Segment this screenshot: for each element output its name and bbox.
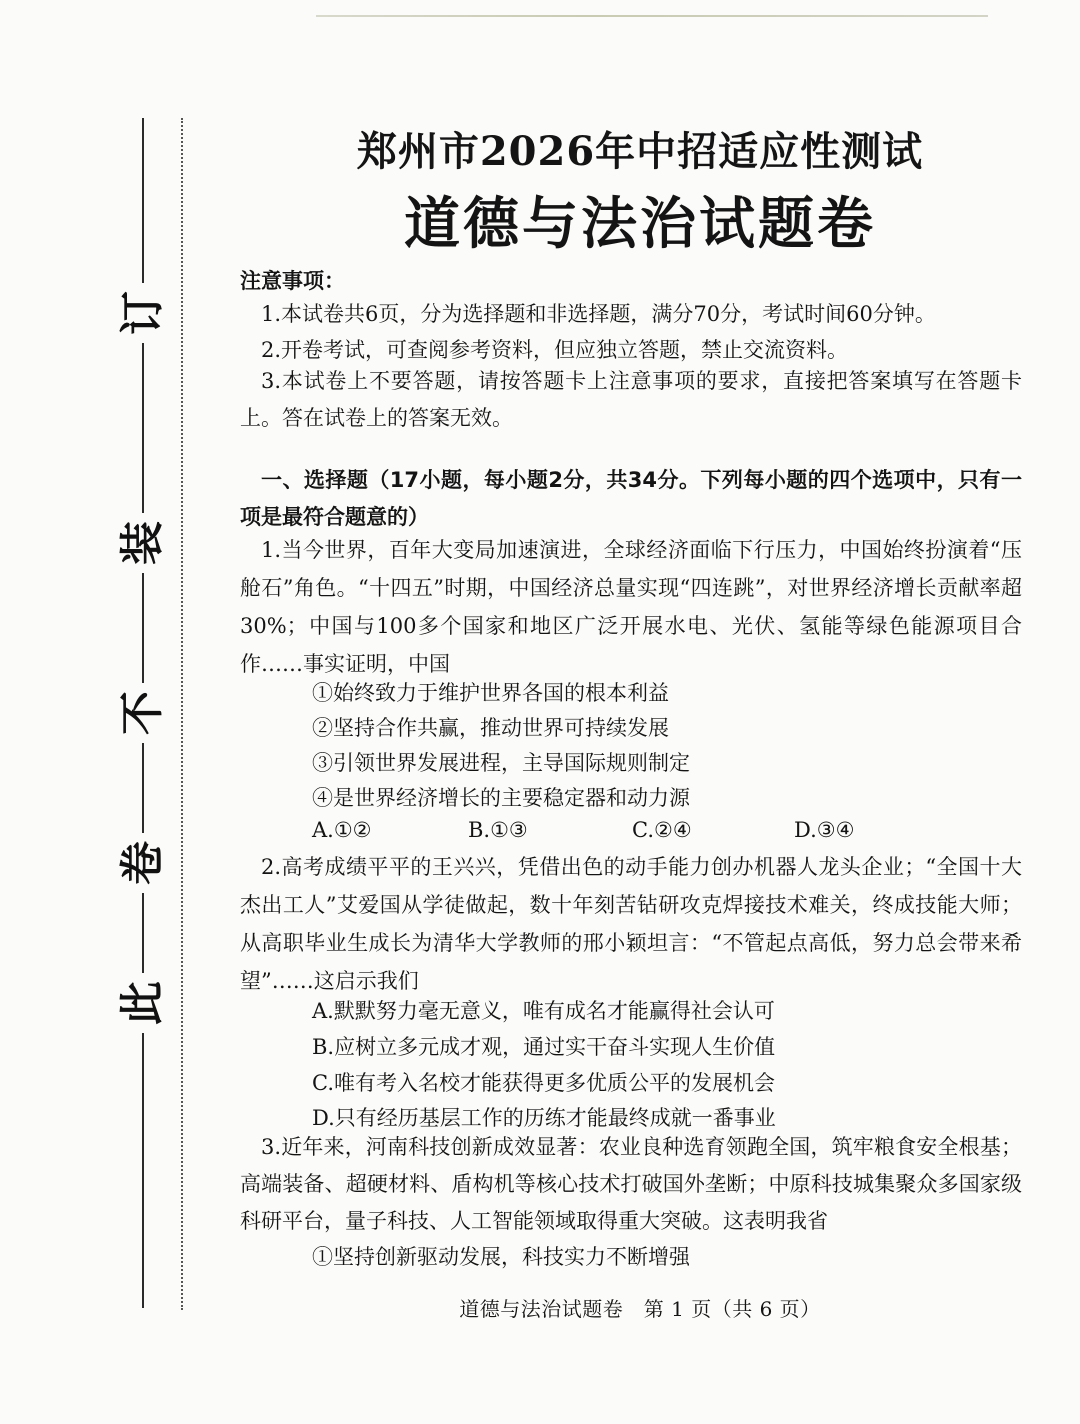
binding-line bbox=[142, 118, 144, 283]
answer-choice: B.①③ bbox=[468, 818, 528, 842]
binding-char: 装 bbox=[117, 521, 168, 565]
notice-item: 3.本试卷上不要答题，请按答题卡上注意事项的要求，直接把答案填写在答题卡上。答在试卷上的答案无效。 bbox=[240, 369, 1022, 430]
statement-option: ①始终致力于维护世界各国的根本利益 bbox=[312, 681, 669, 705]
page-footer: 道德与法治试题卷 第 1 页（共 6 页） bbox=[459, 1297, 821, 1321]
binding-char: 不 bbox=[117, 691, 168, 735]
statement-option: ①坚持创新驱动发展，科技实力不断增强 bbox=[312, 1245, 690, 1269]
binding-line bbox=[142, 343, 144, 513]
notice-item: 2.开卷考试，可查阅参考资料，但应独立答题，禁止交流资料。 bbox=[261, 338, 849, 362]
answer-choice: C.②④ bbox=[632, 818, 692, 842]
binding-char: 卷 bbox=[117, 841, 168, 885]
answer-choice: A.①② bbox=[312, 818, 372, 842]
question-stem: 1.当今世界，百年大变局加速演进，全球经济面临下行压力，中国始终扮演着“压舱石”角色。“十四五”时期，中国经济总量实现“四连跳”，对世界经济增长贡献率超30%；中国与100多个国家和地区广泛开展水电、光伏、氢能等绿色能源项目合作……事实证明，中国 bbox=[240, 538, 1022, 676]
scan-top-rule bbox=[316, 15, 988, 17]
binding-line bbox=[142, 1033, 144, 1308]
question-stem: 3.近年来，河南科技创新成效显著：农业良种选育领跑全国，筑牢粮食安全根基；高端装备、超硬材料、盾构机等核心技术打破国外垄断；中原科技城集聚众多国家级科研平台，量子科技、人工智能领域取得重大突破。这表明我省 bbox=[240, 1135, 1022, 1233]
binding-margin bbox=[118, 118, 168, 1308]
binding-line bbox=[142, 573, 144, 683]
statement-option: ②坚持合作共赢，推动世界可持续发展 bbox=[312, 716, 669, 740]
statement-option: ③引领世界发展进程，主导国际规则制定 bbox=[312, 751, 690, 775]
binding-char: 订 bbox=[117, 291, 168, 335]
answer-choice: A.默默努力毫无意义，唯有成名才能赢得社会认可 bbox=[312, 999, 775, 1023]
answer-choice: D.只有经历基层工作的历练才能最终成就一番事业 bbox=[312, 1106, 776, 1130]
binding-line bbox=[142, 893, 144, 973]
cut-dotted-line bbox=[181, 118, 183, 1310]
answer-choice: D.③④ bbox=[794, 818, 855, 842]
subject-title: 道德与法治试题卷 bbox=[404, 192, 876, 257]
notice-item: 1.本试卷共6页，分为选择题和非选择题，满分70分，考试时间60分钟。 bbox=[261, 302, 936, 326]
binding-char: 此 bbox=[117, 981, 168, 1025]
answer-choice: B.应树立多元成才观，通过实干奋斗实现人生价值 bbox=[312, 1035, 776, 1059]
answer-choice: C.唯有考入名校才能获得更多优质公平的发展机会 bbox=[312, 1071, 775, 1095]
binding-line bbox=[142, 743, 144, 833]
section-heading: 一、选择题（17小题，每小题2分，共34分。下列每小题的四个选项中，只有一项是最符合题意的） bbox=[240, 468, 1022, 529]
question-stem: 2.高考成绩平平的王兴兴，凭借出色的动手能力创办机器人龙头企业；“全国十大杰出工人”艾爱国从学徒做起，数十年刻苦钻研攻克焊接技术难关，终成技能大师；从高职毕业生成长为清华大学教师的邢小颖坦言：“不管起点高低，努力总会带来希望”……这启示我们 bbox=[240, 855, 1022, 993]
exam-title: 郑州市2026年中招适应性测试 bbox=[356, 128, 924, 175]
statement-option: ④是世界经济增长的主要稳定器和动力源 bbox=[312, 786, 690, 810]
notice-heading: 注意事项： bbox=[240, 269, 345, 293]
